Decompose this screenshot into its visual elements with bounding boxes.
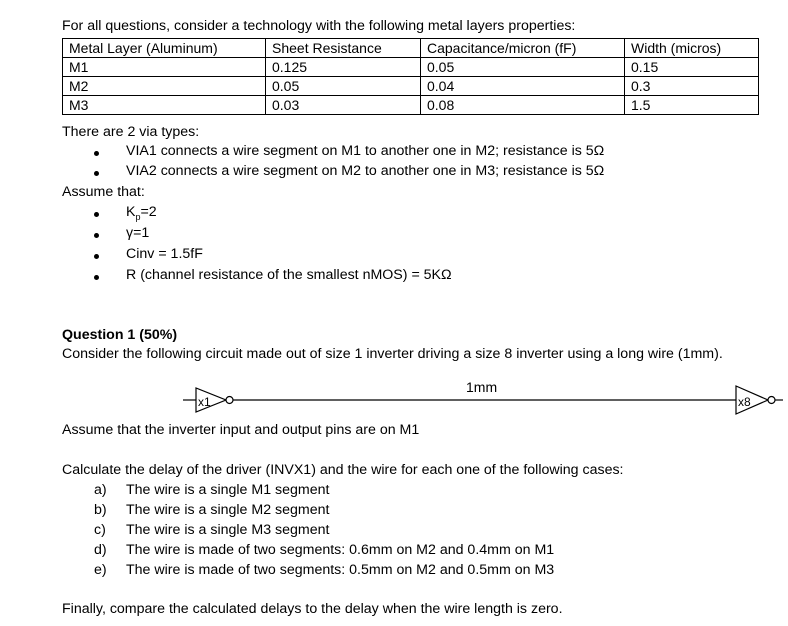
case-label: e) bbox=[94, 562, 107, 578]
pins-note: Assume that the inverter input and output pins are on M1 bbox=[62, 422, 420, 438]
table-cell: 0.3 bbox=[625, 77, 759, 96]
driver-bubble-icon bbox=[226, 397, 233, 404]
table-header-cell: Metal Layer (Aluminum) bbox=[63, 39, 266, 58]
table-cell: 0.15 bbox=[625, 58, 759, 77]
bullet-icon bbox=[94, 151, 99, 156]
bullet-icon bbox=[94, 233, 99, 238]
metal-layers-table bbox=[62, 38, 759, 115]
circuit-diagram bbox=[0, 370, 788, 420]
case-label: c) bbox=[94, 522, 106, 538]
table-cell: 0.08 bbox=[421, 96, 625, 115]
case-label: a) bbox=[94, 482, 107, 498]
question-title: Question 1 (50%) bbox=[62, 327, 178, 343]
bullet-icon bbox=[94, 212, 99, 217]
assumption-kp bbox=[126, 204, 157, 222]
load-bubble-icon bbox=[768, 397, 775, 404]
table-header-cell: Capacitance/micron (fF) bbox=[421, 39, 625, 58]
table-cell: 0.125 bbox=[266, 58, 421, 77]
assumption-cinv: Cinv = 1.5fF bbox=[126, 246, 203, 262]
case-text: The wire is made of two segments: 0.6mm on M2 and 0.4mm on M1 bbox=[126, 542, 555, 558]
case-label: b) bbox=[94, 502, 107, 518]
intro-text: For all questions, consider a technology with the following metal layers properties: bbox=[62, 18, 576, 34]
table-cell: M3 bbox=[63, 96, 266, 115]
table-cell: 1.5 bbox=[625, 96, 759, 115]
case-text: The wire is a single M3 segment bbox=[126, 522, 330, 538]
bullet-icon bbox=[94, 254, 99, 259]
table-row bbox=[63, 96, 759, 115]
assumption-kp-main: K bbox=[126, 204, 136, 220]
assume-intro: Assume that: bbox=[62, 184, 145, 200]
table-cell: 0.04 bbox=[421, 77, 625, 96]
table-cell: M1 bbox=[63, 58, 266, 77]
table-cell: M2 bbox=[63, 77, 266, 96]
table-header-cell: Width (micros) bbox=[625, 39, 759, 58]
case-text: The wire is a single M2 segment bbox=[126, 502, 330, 518]
driver-label: x1 bbox=[198, 395, 211, 409]
via-item: VIA2 connects a wire segment on M2 to another one in M3; resistance is 5Ω bbox=[126, 163, 605, 179]
load-label: x8 bbox=[738, 395, 751, 409]
via-item: VIA1 connects a wire segment on M1 to another one in M2; resistance is 5Ω bbox=[126, 143, 605, 159]
bullet-icon bbox=[94, 171, 99, 176]
assumption-kp-sub: p bbox=[135, 211, 141, 222]
assumption-r: R (channel resistance of the smallest nMOS) = 5KΩ bbox=[126, 267, 452, 283]
table-row bbox=[63, 77, 759, 96]
assumption-gamma: γ=1 bbox=[126, 225, 150, 241]
table-cell: 0.05 bbox=[266, 77, 421, 96]
wire-length-label: 1mm bbox=[466, 379, 498, 395]
question-description: Consider the following circuit made out of size 1 inverter driving a size 8 inverter using a long wire (1mm). bbox=[62, 346, 723, 362]
table-row bbox=[63, 58, 759, 77]
assumption-kp-rest: =2 bbox=[140, 204, 157, 220]
calc-intro: Calculate the delay of the driver (INVX1) and the wire for each one of the following cases: bbox=[62, 462, 624, 478]
case-label: d) bbox=[94, 542, 107, 558]
table-header-cell: Sheet Resistance bbox=[266, 39, 421, 58]
table-header-row bbox=[63, 39, 759, 58]
via-intro: There are 2 via types: bbox=[62, 124, 200, 140]
case-text: The wire is a single M1 segment bbox=[126, 482, 330, 498]
table-cell: 0.03 bbox=[266, 96, 421, 115]
table-cell: 0.05 bbox=[421, 58, 625, 77]
bullet-icon bbox=[94, 275, 99, 280]
final-note: Finally, compare the calculated delays to the delay when the wire length is zero. bbox=[62, 601, 563, 617]
case-text: The wire is made of two segments: 0.5mm on M2 and 0.5mm on M3 bbox=[126, 562, 555, 578]
